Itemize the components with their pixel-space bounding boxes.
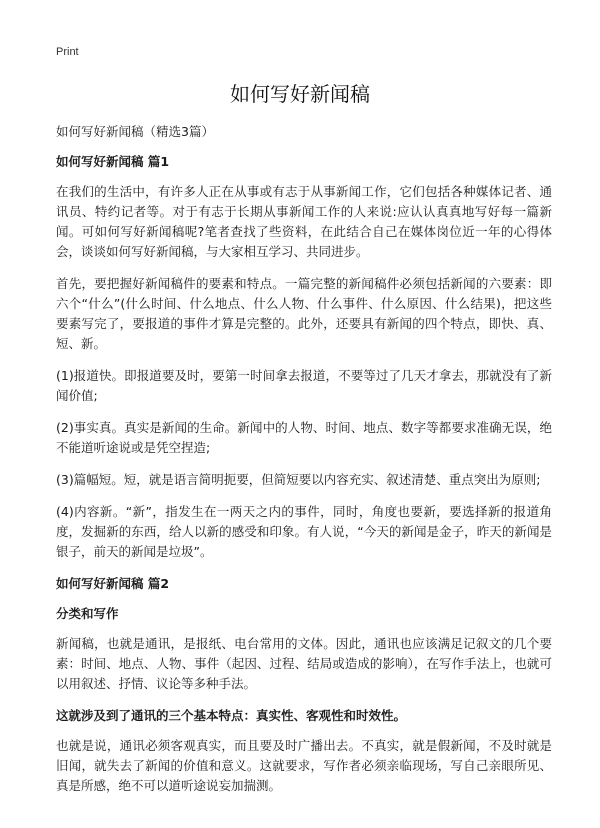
section-2-heading: 如何写好新闻稿 篇2 <box>56 576 170 591</box>
section-1-list-item: (1)报道快。即报道要及时，要第一时间拿去报道，不要等过了几天才拿去，那就没有了新闻价值; <box>56 368 552 403</box>
section-1-paragraph: 首先，要把握好新闻稿件的要素和特点。一篇完整的新闻稿件必须包括新闻的六要素：即六个“什么”(什么时间、什么地点、什么人物、什么事件、什么原因、什么结果)，把这些要素写完了，要报道的事件才算是完整的。此外，还要具有新闻的四个特点，即快、真、短、新。 <box>56 276 552 351</box>
section-2-paragraph: 新闻稿，也就是通讯，是报纸、电台常用的文体。因此，通讯也应该满足记叙文的几个要素：时间、地点、人物、事件（起因、过程、结局或造成的影响），在写作手法上，也就可以用叙述、抒情、议论等多种手法。 <box>56 636 552 691</box>
print-label: Print <box>56 46 79 58</box>
page-title: 如何写好新闻稿 <box>230 82 370 106</box>
section-2-subheading-2: 这就涉及到了通讯的三个基本特点：真实性、客观性和时效性。 <box>56 708 407 723</box>
section-1-list-item: (3)篇幅短。短，就是语言简明扼要，但简短要以内容充实、叙述清楚、重点突出为原则; <box>56 472 541 487</box>
document-body <box>56 122 552 808</box>
section-1-paragraph: 在我们的生活中，有许多人正在从事或有志于从事新闻工作，它们包括各种媒体记者、通讯员、特约记者等。对于有志于长期从事新闻工作的人来说:应认认真真地写好每一篇新闻。可如何写好新闻稿呢?笔者查找了些资料，在此结合自己在媒体岗位近一年的心得体会，谈谈如何写好新闻稿，与大家相互学习、共同进步。 <box>56 184 552 259</box>
section-2-paragraph: 也就是说，通讯必须客观真实，而且要及时广播出去。不真实，就是假新闻，不及时就是旧闻，就失去了新闻的价值和意义。这就要求，写作者必须亲临现场，写自己亲眼所见、真是所感，绝不可以道听途说妄加揣测。 <box>56 738 552 793</box>
section-1-list-item: (2)事实真。真实是新闻的生命。新闻中的人物、时间、地点、数字等都要求准确无误，绝不能道听途说或是凭空捏造; <box>56 420 552 455</box>
section-2-subheading: 分类和写作 <box>56 606 119 621</box>
section-1-list-item: (4)内容新。“新”，指发生在一两天之内的事件，同时，角度也要新，要选择新的报道角度，发掘新的东西，给人以新的感受和印象。有人说，“今天的新闻是金子，昨天的新闻是银子，前天的新闻是垃圾”。 <box>56 504 552 559</box>
document-subtitle: 如何写好新闻稿（精选3篇） <box>56 124 214 139</box>
section-1-heading: 如何写好新闻稿 篇1 <box>56 154 170 169</box>
